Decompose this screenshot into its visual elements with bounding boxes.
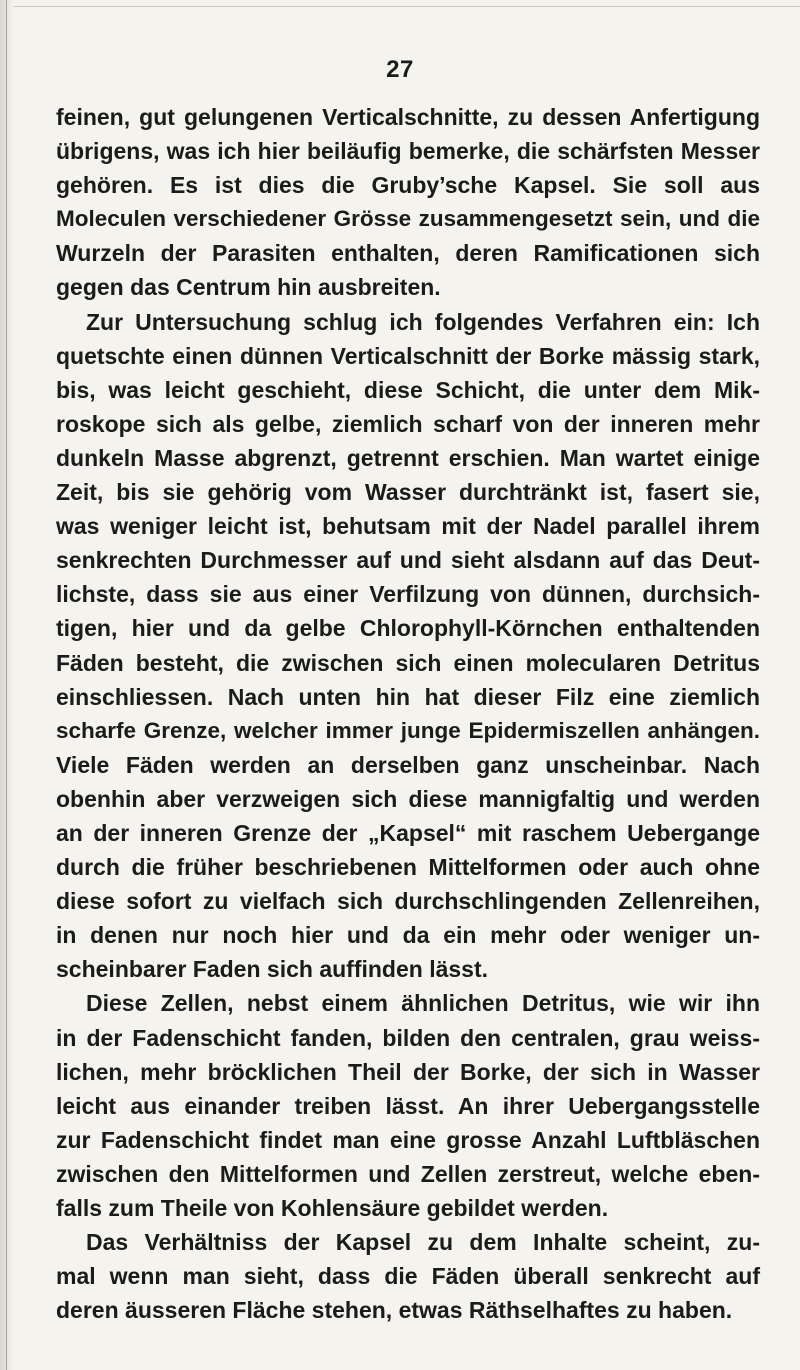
text-line: obenhin aber verzweigen sich diese mannigfaltig und werden — [56, 785, 760, 812]
text-line: senkrechten Durchmesser auf und sieht alsdann auf das Deut- — [56, 547, 760, 574]
text-line: falls zum Theile von Kohlensäure gebildet werden. — [56, 1195, 609, 1221]
text-line: Zeit, bis sie gehörig vom Wasser durchtränkt ist, fasert sie, — [56, 479, 760, 506]
text-line: quetschte einen dünnen Verticalschnitt der Borke mässig stark, — [56, 342, 760, 369]
text-line: dunkeln Masse abgrenzt, getrennt erschien. Man wartet einige — [56, 444, 760, 471]
text-line: bis, was leicht geschieht, diese Schicht, die unter dem Mik- — [56, 376, 760, 403]
text-line: lichen, mehr bröcklichen Theil der Borke, der sich in Wasser — [56, 1058, 760, 1085]
text-line: einschliessen. Nach unten hin hat dieser Filz eine ziemlich — [56, 683, 760, 710]
text-line: deren äusseren Fläche stehen, etwas Räthselhaftes zu haben. — [56, 1297, 733, 1324]
text-line: Das Verhältniss der Kapsel zu dem Inhalte scheint, zu- — [86, 1229, 760, 1256]
text-line: Diese Zellen, nebst einem ähnlichen Detritus, wie wir ihn — [86, 990, 760, 1017]
text-line: an der inneren Grenze der „Kapsel“ mit raschem Uebergange — [56, 819, 760, 846]
text-line: Moleculen verschiedener Grösse zusammengesetzt sein, und die — [56, 206, 760, 232]
text-line: Wurzeln der Parasiten enthalten, deren Ramificationen sich — [56, 240, 760, 267]
page-edge-line — [6, 0, 7, 1370]
text-line: scharfe Grenze, welcher immer junge Epidermiszellen anhängen. — [56, 717, 760, 743]
text-line: zwischen den Mittelformen und Zellen zerstreut, welche eben- — [56, 1160, 760, 1187]
text-line: mal wenn man sieht, dass die Fäden überall senkrecht auf — [56, 1263, 760, 1290]
text-line: roskope sich als gelbe, ziemlich scharf von der inneren mehr — [56, 410, 760, 437]
page-number: 27 — [386, 56, 414, 83]
text-line: leicht aus einander treiben lässt. An ihrer Uebergangsstelle — [56, 1092, 760, 1119]
text-line: Viele Fäden werden an derselben ganz unscheinbar. Nach — [56, 751, 760, 778]
text-line: was weniger leicht ist, behutsam mit der Nadel parallel ihrem — [56, 513, 760, 540]
text-line: übrigens, was ich hier beiläufig bemerke, die schärfsten Messer — [56, 138, 760, 165]
text-line: Zur Untersuchung schlug ich folgendes Verfahren ein: Ich — [86, 308, 760, 335]
text-line: tigen, hier und da gelbe Chlorophyll-Körnchen enthaltenden — [56, 615, 760, 642]
text-line: zur Fadenschicht findet man eine grosse Anzahl Luftbläschen — [56, 1126, 760, 1153]
text-line: in der Fadenschicht fanden, bilden den centralen, grau weiss- — [56, 1024, 760, 1051]
top-rule — [14, 6, 800, 7]
text-line: diese sofort zu vielfach sich durchschlingenden Zellenreihen, — [56, 888, 760, 915]
text-line: scheinbarer Faden sich auffinden lässt. — [56, 956, 489, 983]
body-text — [56, 100, 760, 1327]
text-line: gehören. Es ist dies die Gruby’sche Kapsel. Sie soll aus — [56, 172, 760, 199]
text-line: feinen, gut gelungenen Verticalschnitte, zu dessen Anfertigung — [56, 104, 760, 130]
page-edge-shadow — [0, 0, 14, 1370]
text-line: Fäden besteht, die zwischen sich einen molecularen Detritus — [56, 649, 760, 676]
text-line: durch die früher beschriebenen Mittelformen oder auch ohne — [56, 854, 760, 881]
text-line: gegen das Centrum hin ausbreiten. — [56, 274, 441, 301]
text-line: lichste, dass sie aus einer Verfilzung von dünnen, durchsich- — [56, 581, 760, 608]
text-line: in denen nur noch hier und da ein mehr oder weniger un- — [56, 922, 760, 949]
